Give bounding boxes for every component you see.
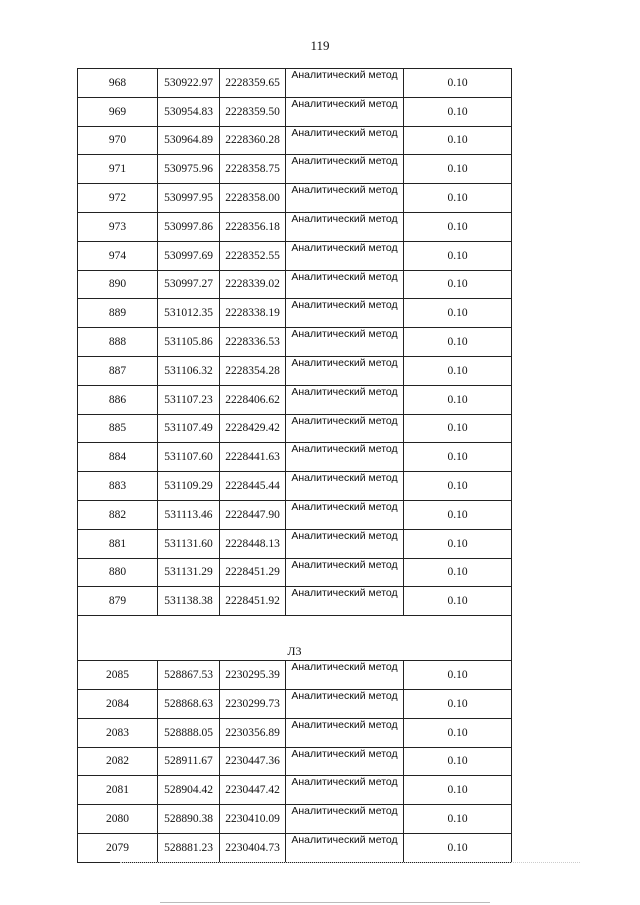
table-row: [78, 776, 512, 805]
accuracy-cell: 0.10: [404, 718, 512, 747]
accuracy-cell: 0.10: [404, 270, 512, 299]
point-id-cell: 968: [78, 69, 158, 98]
table-row: [78, 97, 512, 126]
method-cell: Аналитический метод: [286, 661, 404, 690]
table-row: [78, 385, 512, 414]
x-coordinate-cell: 530997.86: [158, 212, 220, 241]
method-cell: Аналитический метод: [286, 587, 404, 616]
point-id-cell: 971: [78, 155, 158, 184]
y-coordinate-cell: 2228358.75: [220, 155, 286, 184]
x-coordinate-cell: 528888.05: [158, 718, 220, 747]
table-row: [78, 126, 512, 155]
y-coordinate-cell: 2228359.50: [220, 97, 286, 126]
accuracy-cell: 0.10: [404, 558, 512, 587]
x-coordinate-cell: 531131.29: [158, 558, 220, 587]
point-id-cell: 886: [78, 385, 158, 414]
x-coordinate-cell: 531012.35: [158, 299, 220, 328]
table-row: [78, 689, 512, 718]
point-id-cell: 2079: [78, 833, 158, 862]
y-coordinate-cell: 2228447.90: [220, 500, 286, 529]
y-coordinate-cell: 2228336.53: [220, 328, 286, 357]
x-coordinate-cell: 531131.60: [158, 529, 220, 558]
accuracy-cell: 0.10: [404, 356, 512, 385]
method-cell: Аналитический метод: [286, 126, 404, 155]
x-coordinate-cell: 531113.46: [158, 500, 220, 529]
point-id-cell: 2080: [78, 805, 158, 834]
accuracy-cell: 0.10: [404, 328, 512, 357]
y-coordinate-cell: 2228441.63: [220, 443, 286, 472]
method-cell: Аналитический метод: [286, 472, 404, 501]
method-cell: Аналитический метод: [286, 718, 404, 747]
method-cell: Аналитический метод: [286, 833, 404, 862]
point-id-cell: 2085: [78, 661, 158, 690]
x-coordinate-cell: 530997.27: [158, 270, 220, 299]
x-coordinate-cell: 531105.86: [158, 328, 220, 357]
accuracy-cell: 0.10: [404, 212, 512, 241]
point-id-cell: 884: [78, 443, 158, 472]
table-row: [78, 529, 512, 558]
x-coordinate-cell: 530954.83: [158, 97, 220, 126]
y-coordinate-cell: 2230447.36: [220, 747, 286, 776]
y-coordinate-cell: 2228339.02: [220, 270, 286, 299]
point-id-cell: 880: [78, 558, 158, 587]
x-coordinate-cell: 528881.23: [158, 833, 220, 862]
method-cell: Аналитический метод: [286, 805, 404, 834]
method-cell: Аналитический метод: [286, 299, 404, 328]
point-id-cell: 973: [78, 212, 158, 241]
y-coordinate-cell: 2230410.09: [220, 805, 286, 834]
accuracy-cell: 0.10: [404, 184, 512, 213]
scan-artifact-dots: [120, 862, 580, 864]
accuracy-cell: 0.10: [404, 776, 512, 805]
y-coordinate-cell: 2228451.92: [220, 587, 286, 616]
accuracy-cell: 0.10: [404, 385, 512, 414]
point-id-cell: 969: [78, 97, 158, 126]
point-id-cell: 974: [78, 241, 158, 270]
coordinates-table: [77, 68, 512, 863]
y-coordinate-cell: 2228445.44: [220, 472, 286, 501]
accuracy-cell: 0.10: [404, 414, 512, 443]
x-coordinate-cell: 530975.96: [158, 155, 220, 184]
x-coordinate-cell: 530922.97: [158, 69, 220, 98]
table-row: [78, 587, 512, 616]
y-coordinate-cell: 2228338.19: [220, 299, 286, 328]
method-cell: Аналитический метод: [286, 529, 404, 558]
table-row: [78, 241, 512, 270]
table-row: [78, 212, 512, 241]
method-cell: Аналитический метод: [286, 689, 404, 718]
scan-artifact-line: [160, 902, 490, 903]
accuracy-cell: 0.10: [404, 587, 512, 616]
accuracy-cell: 0.10: [404, 97, 512, 126]
method-cell: Аналитический метод: [286, 356, 404, 385]
y-coordinate-cell: 2228451.29: [220, 558, 286, 587]
method-cell: Аналитический метод: [286, 270, 404, 299]
accuracy-cell: 0.10: [404, 529, 512, 558]
point-id-cell: 972: [78, 184, 158, 213]
section-label: Л3: [78, 616, 512, 661]
method-cell: Аналитический метод: [286, 69, 404, 98]
x-coordinate-cell: 530997.95: [158, 184, 220, 213]
x-coordinate-cell: 531107.60: [158, 443, 220, 472]
table-body-bottom: [78, 661, 512, 863]
table-row: [78, 270, 512, 299]
method-cell: Аналитический метод: [286, 328, 404, 357]
accuracy-cell: 0.10: [404, 126, 512, 155]
accuracy-cell: 0.10: [404, 747, 512, 776]
x-coordinate-cell: 528868.63: [158, 689, 220, 718]
point-id-cell: 885: [78, 414, 158, 443]
table-row: [78, 472, 512, 501]
y-coordinate-cell: 2230404.73: [220, 833, 286, 862]
accuracy-cell: 0.10: [404, 241, 512, 270]
y-coordinate-cell: 2228429.42: [220, 414, 286, 443]
accuracy-cell: 0.10: [404, 661, 512, 690]
x-coordinate-cell: 530964.89: [158, 126, 220, 155]
table-row: [78, 328, 512, 357]
y-coordinate-cell: 2230356.89: [220, 718, 286, 747]
method-cell: Аналитический метод: [286, 776, 404, 805]
point-id-cell: 889: [78, 299, 158, 328]
accuracy-cell: 0.10: [404, 69, 512, 98]
y-coordinate-cell: 2228360.28: [220, 126, 286, 155]
y-coordinate-cell: 2228406.62: [220, 385, 286, 414]
accuracy-cell: 0.10: [404, 472, 512, 501]
x-coordinate-cell: 528867.53: [158, 661, 220, 690]
x-coordinate-cell: 528911.67: [158, 747, 220, 776]
y-coordinate-cell: 2228359.65: [220, 69, 286, 98]
method-cell: Аналитический метод: [286, 500, 404, 529]
accuracy-cell: 0.10: [404, 500, 512, 529]
y-coordinate-cell: 2228356.18: [220, 212, 286, 241]
table-row: [78, 661, 512, 690]
point-id-cell: 883: [78, 472, 158, 501]
point-id-cell: 2083: [78, 718, 158, 747]
method-cell: Аналитический метод: [286, 414, 404, 443]
method-cell: Аналитический метод: [286, 155, 404, 184]
point-id-cell: 2084: [78, 689, 158, 718]
point-id-cell: 881: [78, 529, 158, 558]
y-coordinate-cell: 2228352.55: [220, 241, 286, 270]
method-cell: Аналитический метод: [286, 385, 404, 414]
table-row: [78, 500, 512, 529]
method-cell: Аналитический метод: [286, 184, 404, 213]
y-coordinate-cell: 2228448.13: [220, 529, 286, 558]
y-coordinate-cell: 2230299.73: [220, 689, 286, 718]
point-id-cell: 879: [78, 587, 158, 616]
method-cell: Аналитический метод: [286, 443, 404, 472]
point-id-cell: 887: [78, 356, 158, 385]
accuracy-cell: 0.10: [404, 689, 512, 718]
y-coordinate-cell: 2228354.28: [220, 356, 286, 385]
table-row: [78, 558, 512, 587]
table-row: [78, 356, 512, 385]
table-row: [78, 805, 512, 834]
table-body-top: [78, 69, 512, 616]
method-cell: Аналитический метод: [286, 97, 404, 126]
method-cell: Аналитический метод: [286, 241, 404, 270]
x-coordinate-cell: 531106.32: [158, 356, 220, 385]
table-row: [78, 443, 512, 472]
table-row: [78, 184, 512, 213]
x-coordinate-cell: 531107.23: [158, 385, 220, 414]
accuracy-cell: 0.10: [404, 299, 512, 328]
point-id-cell: 2081: [78, 776, 158, 805]
method-cell: Аналитический метод: [286, 747, 404, 776]
accuracy-cell: 0.10: [404, 833, 512, 862]
table-row: [78, 155, 512, 184]
accuracy-cell: 0.10: [404, 155, 512, 184]
point-id-cell: 970: [78, 126, 158, 155]
table-row: [78, 747, 512, 776]
y-coordinate-cell: 2230295.39: [220, 661, 286, 690]
method-cell: Аналитический метод: [286, 558, 404, 587]
x-coordinate-cell: 530997.69: [158, 241, 220, 270]
table-row: [78, 718, 512, 747]
table-section: [78, 616, 512, 661]
section-row: [78, 616, 512, 661]
table-row: [78, 69, 512, 98]
point-id-cell: 890: [78, 270, 158, 299]
table-row: [78, 833, 512, 862]
y-coordinate-cell: 2230447.42: [220, 776, 286, 805]
y-coordinate-cell: 2228358.00: [220, 184, 286, 213]
accuracy-cell: 0.10: [404, 805, 512, 834]
page-number: 119: [310, 38, 330, 53]
point-id-cell: 2082: [78, 747, 158, 776]
x-coordinate-cell: 528890.38: [158, 805, 220, 834]
x-coordinate-cell: 528904.42: [158, 776, 220, 805]
point-id-cell: 882: [78, 500, 158, 529]
point-id-cell: 888: [78, 328, 158, 357]
x-coordinate-cell: 531109.29: [158, 472, 220, 501]
x-coordinate-cell: 531107.49: [158, 414, 220, 443]
x-coordinate-cell: 531138.38: [158, 587, 220, 616]
accuracy-cell: 0.10: [404, 443, 512, 472]
table-row: [78, 299, 512, 328]
method-cell: Аналитический метод: [286, 212, 404, 241]
table-row: [78, 414, 512, 443]
